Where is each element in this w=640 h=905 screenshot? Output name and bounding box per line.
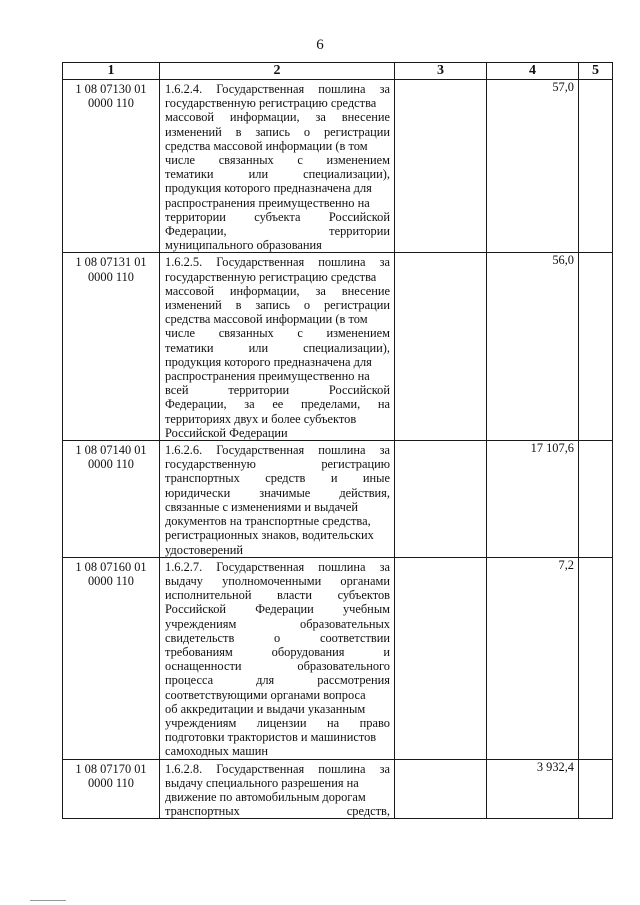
description-line: [165, 270, 390, 284]
description-word: субъектов: [337, 588, 390, 603]
description-word: пошлина: [318, 82, 366, 96]
description-line: [165, 790, 390, 804]
description-word: образовательных: [300, 616, 390, 631]
description-word: Российской: [165, 602, 227, 617]
description-word: соответствии: [319, 630, 390, 645]
description-line: [165, 224, 390, 238]
description-line: [165, 82, 390, 96]
column-3-cell: [395, 253, 487, 441]
description-word: за: [315, 283, 326, 298]
description-word: изменений: [165, 298, 222, 313]
description-word: изменением: [326, 326, 390, 341]
description-word: территории: [165, 209, 226, 224]
table-row: [63, 80, 613, 253]
description-word: средств: [265, 471, 306, 486]
description-word: и: [330, 471, 338, 486]
description-word: документов на транспортные средства,: [165, 514, 371, 529]
description-word: пошлина: [318, 761, 366, 776]
description-word: распространения преимущественно на: [165, 369, 370, 384]
description-word: массовой: [165, 283, 215, 298]
description-word: иные: [362, 471, 390, 486]
description-word: за: [379, 761, 390, 776]
description-word: территории: [228, 383, 290, 398]
description-word: о: [303, 298, 311, 313]
description-word: территориях двух и более субъектов: [165, 411, 357, 426]
description-word: о: [303, 124, 311, 139]
amount-cell: 7,2: [487, 557, 579, 759]
description-word: территории: [329, 224, 390, 239]
description-word: 1.6.2.4.: [165, 82, 203, 96]
description-word: на: [327, 715, 340, 730]
description-line: [165, 588, 390, 602]
description-word: значимые: [259, 485, 311, 500]
table-row: [63, 441, 613, 558]
description-line: [165, 645, 390, 659]
description-line: [165, 125, 390, 139]
description-word: право: [359, 715, 390, 730]
description-word: Федерации: [255, 602, 314, 617]
description-line: [165, 471, 390, 485]
description-word: оснащенности: [165, 659, 242, 674]
description-word: 1.6.2.6.: [165, 443, 203, 458]
description-word: о: [274, 630, 281, 645]
description-line: [165, 412, 390, 426]
amount-cell: 17 107,6: [487, 441, 579, 558]
page-number: 6: [316, 37, 324, 53]
description-line: [165, 602, 390, 616]
table-row: [63, 557, 613, 759]
row-code: [63, 557, 160, 759]
description-word: движение по автомобильным дорогам: [165, 789, 366, 804]
description-word: Государственная: [216, 255, 305, 270]
description-word: власти: [277, 588, 312, 603]
description-word: для: [256, 673, 275, 688]
description-line: [165, 443, 390, 457]
description-word: Федерации,: [165, 397, 227, 412]
description-line: [165, 528, 390, 542]
description-word: об аккредитации и выдачи указанным: [165, 701, 366, 716]
description-line: [165, 617, 390, 631]
description-line: [165, 543, 390, 557]
description-word: 1.6.2.7.: [165, 559, 203, 574]
description-word: тематики: [165, 340, 214, 355]
description-word: регистрации: [323, 124, 390, 139]
description-word: свидетельств: [165, 630, 235, 645]
description-word: Российской: [328, 209, 390, 224]
row-code: [63, 441, 160, 558]
description-word: специализации),: [303, 167, 390, 182]
description-line: [165, 560, 390, 574]
description-word: или: [248, 167, 269, 182]
budget-table: [62, 62, 613, 819]
code-line: 1 08 07170 01: [75, 761, 147, 776]
description-word: муниципального образования: [165, 238, 322, 253]
description-word: Государственная: [216, 559, 305, 574]
description-word: связанных: [218, 326, 274, 341]
description-word: юридически: [165, 485, 231, 500]
description-line: [165, 716, 390, 730]
description-line: [165, 153, 390, 167]
column-3-cell: [395, 759, 487, 819]
description-word: числе: [165, 153, 196, 168]
description-line: [165, 659, 390, 673]
description-word: с: [297, 326, 303, 341]
description-word: за: [244, 397, 255, 412]
description-word: исполнительной: [165, 588, 252, 603]
column-3-cell: [395, 441, 487, 558]
row-description: [160, 759, 395, 819]
description-word: с: [297, 153, 303, 168]
description-word: лицензии: [256, 715, 307, 730]
description-word: в: [235, 298, 242, 313]
description-line: [165, 196, 390, 210]
column-header: 1: [63, 63, 160, 80]
description-word: регистрации: [323, 298, 390, 313]
description-word: требованиям: [165, 644, 233, 659]
amount-cell: 56,0: [487, 253, 579, 441]
description-word: Российской Федерации: [165, 425, 288, 440]
description-word: соответствующими органами вопроса: [165, 687, 366, 702]
row-description: [160, 441, 395, 558]
description-word: учреждениям: [165, 715, 237, 730]
description-word: транспортных: [165, 804, 240, 819]
column-header: 5: [579, 63, 613, 80]
row-code: [63, 80, 160, 253]
description-word: на: [377, 397, 390, 412]
description-word: Государственная: [216, 82, 305, 96]
description-word: Федерации,: [165, 224, 227, 239]
description-word: выдачу специального разрешения на: [165, 775, 359, 790]
description-word: числе: [165, 326, 196, 341]
column-5-cell: [579, 253, 613, 441]
description-word: 1.6.2.8.: [165, 761, 203, 776]
description-word: распространения преимущественно на: [165, 195, 370, 210]
description-word: Государственная: [216, 761, 305, 776]
description-word: специализации),: [303, 340, 390, 355]
description-word: запись: [255, 124, 290, 139]
code-line: 1 08 07130 01: [75, 82, 147, 96]
description-line: [165, 255, 390, 269]
description-word: удостоверений: [165, 542, 244, 557]
description-line: [165, 181, 390, 195]
description-word: или: [248, 340, 269, 355]
description-word: подготовки трактористов и машинистов: [165, 730, 377, 745]
description-word: всей: [165, 383, 189, 398]
description-line: [165, 673, 390, 687]
column-header: 3: [395, 63, 487, 80]
description-word: средства массовой информации (в том: [165, 138, 368, 153]
code-line: 1 08 07140 01: [75, 443, 147, 458]
column-3-cell: [395, 557, 487, 759]
column-3-cell: [395, 80, 487, 253]
description-word: самоходных машин: [165, 744, 269, 759]
description-line: [165, 298, 390, 312]
code-line: 0000 110: [87, 269, 134, 284]
row-description: [160, 557, 395, 759]
description-word: средства массовой информации (в том: [165, 312, 368, 327]
description-line: [165, 397, 390, 411]
code-line: 1 08 07160 01: [75, 559, 147, 574]
row-code: [63, 759, 160, 819]
description-word: выдачу: [165, 573, 203, 588]
description-word: информации,: [229, 283, 300, 298]
column-header: 2: [160, 63, 395, 80]
description-word: органами: [340, 573, 390, 588]
description-word: информации,: [229, 110, 300, 125]
description-word: Государственная: [216, 443, 305, 458]
description-line: [165, 139, 390, 153]
amount-cell: 57,0: [487, 80, 579, 253]
description-word: регистрацию: [321, 457, 390, 472]
description-word: пошлина: [318, 559, 366, 574]
description-word: оборудования: [271, 644, 345, 659]
description-line: [165, 210, 390, 224]
description-line: [165, 355, 390, 369]
description-line: [165, 326, 390, 340]
row-description: [160, 253, 395, 441]
code-line: 0000 110: [87, 573, 134, 588]
code-line: 0000 110: [87, 775, 134, 790]
description-word: массовой: [165, 110, 215, 125]
description-word: учебным: [342, 602, 390, 617]
footer-rule: [30, 900, 66, 901]
description-word: учреждениям: [165, 616, 237, 631]
description-word: и: [383, 644, 390, 659]
amount-cell: 3 932,4: [487, 759, 579, 819]
description-word: пределами,: [300, 397, 361, 412]
code-line: 1 08 07131 01: [75, 255, 147, 270]
description-line: [165, 514, 390, 528]
description-word: субъекта: [254, 209, 301, 224]
description-line: [165, 730, 390, 744]
table-body: [63, 80, 613, 819]
description-line: [165, 486, 390, 500]
table-header-row: [63, 63, 613, 80]
description-word: регистрационных знаков, водительских: [165, 528, 374, 543]
description-word: за: [315, 110, 326, 125]
table-row: [63, 759, 613, 819]
description-word: образовательного: [297, 659, 390, 674]
description-line: [165, 110, 390, 124]
description-line: [165, 702, 390, 716]
description-word: изменением: [326, 153, 390, 168]
description-word: связанных: [218, 153, 274, 168]
description-word: связанные с изменениями и выдачей: [165, 499, 358, 514]
description-line: [165, 776, 390, 790]
description-line: [165, 341, 390, 355]
description-word: средств,: [346, 804, 390, 819]
description-line: [165, 284, 390, 298]
row-code: [63, 253, 160, 441]
description-line: [165, 804, 390, 818]
description-word: процесса: [165, 673, 214, 688]
column-5-cell: [579, 557, 613, 759]
description-word: транспортных: [165, 471, 240, 486]
description-word: государственную регистрацию средства: [165, 96, 377, 111]
description-line: [165, 631, 390, 645]
description-word: внесение: [341, 283, 390, 298]
table-row: [63, 253, 613, 441]
description-line: [165, 238, 390, 252]
description-line: [165, 426, 390, 440]
description-word: 1.6.2.5.: [165, 255, 203, 270]
description-word: уполномоченными: [222, 573, 322, 588]
row-description: [160, 80, 395, 253]
description-word: продукция которого предназначена для: [165, 354, 372, 369]
description-word: продукция которого предназначена для: [165, 181, 372, 196]
description-word: ее: [272, 397, 284, 412]
description-word: за: [379, 443, 390, 458]
description-line: [165, 457, 390, 471]
description-word: за: [379, 559, 390, 574]
description-word: за: [379, 255, 390, 270]
description-word: запись: [255, 298, 290, 313]
description-word: пошлина: [318, 443, 366, 458]
description-line: [165, 574, 390, 588]
description-word: рассмотрения: [317, 673, 390, 688]
column-5-cell: [579, 80, 613, 253]
description-word: действия,: [339, 485, 390, 500]
description-word: тематики: [165, 167, 214, 182]
description-word: за: [379, 82, 390, 96]
description-word: изменений: [165, 124, 222, 139]
column-5-cell: [579, 441, 613, 558]
description-word: пошлина: [318, 255, 366, 270]
code-line: 0000 110: [87, 457, 134, 472]
description-word: внесение: [341, 110, 390, 125]
column-header: 4: [487, 63, 579, 80]
description-word: в: [235, 124, 242, 139]
column-5-cell: [579, 759, 613, 819]
code-line: 0000 110: [87, 96, 134, 111]
description-line: [165, 762, 390, 776]
description-line: [165, 369, 390, 383]
description-line: [165, 744, 390, 758]
description-line: [165, 96, 390, 110]
description-line: [165, 688, 390, 702]
description-line: [165, 500, 390, 514]
description-word: государственную регистрацию средства: [165, 269, 377, 284]
description-word: Российской: [328, 383, 390, 398]
description-line: [165, 312, 390, 326]
description-word: государственную: [165, 457, 256, 472]
description-line: [165, 167, 390, 181]
description-line: [165, 383, 390, 397]
